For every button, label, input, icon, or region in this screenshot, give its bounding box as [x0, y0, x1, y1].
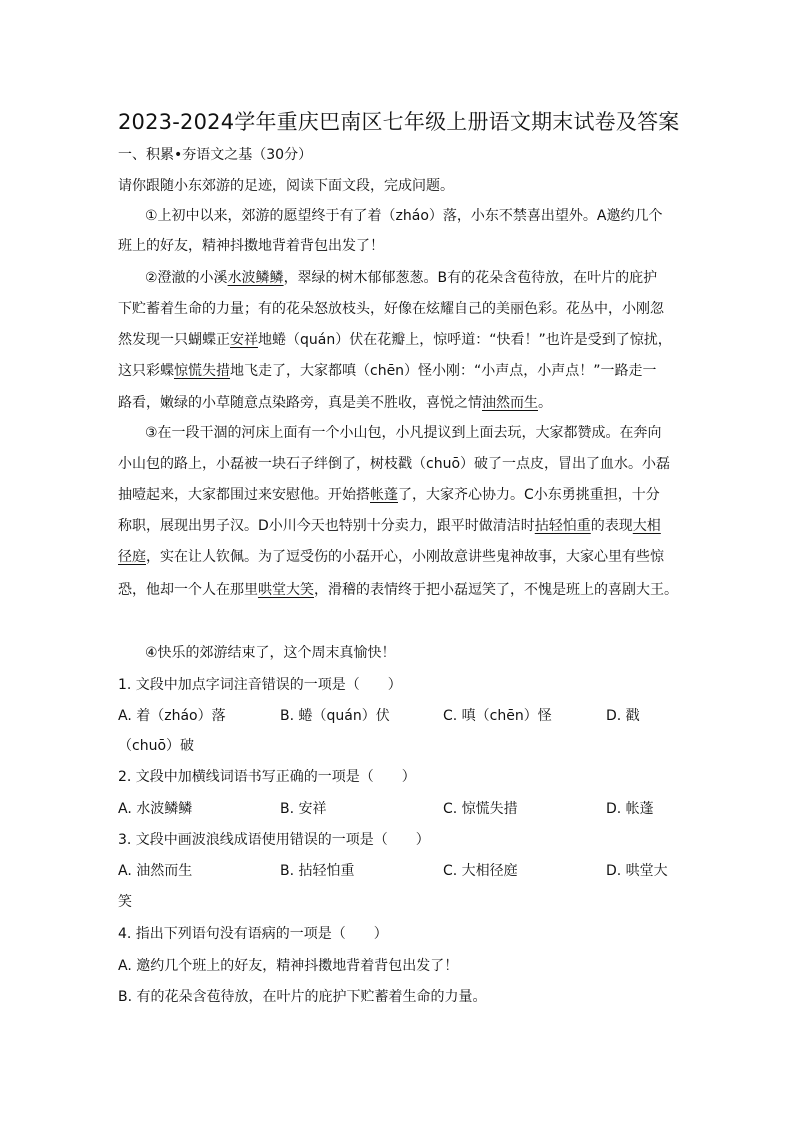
- underlined-phrase: 拈轻怕重: [534, 518, 591, 534]
- text-segment: 班上的好友，精神抖擞地背着背包出发了！: [118, 238, 384, 254]
- section-heading: 一、积累•夯语文之基（30分）: [118, 147, 313, 163]
- passage-line: [118, 517, 661, 535]
- answer-option: C. 惊慌失措: [443, 801, 518, 817]
- answer-option: B. 蜷（quán）伏: [280, 708, 390, 724]
- text-segment: 。: [538, 395, 552, 411]
- passage-line: [145, 424, 662, 442]
- answer-option: D. 哄堂大: [606, 863, 668, 879]
- underlined-phrase: 安祥: [230, 332, 258, 348]
- text-segment: 然发现一只蝴蝶正: [118, 332, 230, 348]
- answer-option-continued: 笑: [118, 894, 132, 910]
- text-segment: 称职，展现出男子汉。D小川今天也特别十分卖力，跟平时做清洁时: [118, 518, 535, 534]
- underlined-phrase: 油然而生: [482, 395, 538, 411]
- passage-line: [118, 300, 664, 318]
- passage-line: [118, 362, 657, 380]
- text-segment: ①上初中以来，郊游的愿望终于有了着（zháo）落，小东不禁喜出望外。A邀约几个: [145, 208, 663, 224]
- text-segment: 地飞走了，大家都嗔（chēn）怪小刚：“小声点，小声点！”一路走一: [230, 363, 657, 379]
- passage-line: [118, 548, 664, 566]
- text-segment: 抽噎起来，大家都围过来安慰他。开始搭: [118, 487, 370, 503]
- text-segment: 了，大家齐心协力。C小东勇挑重担，十分: [398, 487, 660, 503]
- text-segment: 这只彩蝶: [118, 363, 174, 379]
- text-segment: 路看，嫩绿的小草随意点染路旁，真是美不胜收，喜悦之情: [118, 395, 482, 411]
- underlined-phrase: 帐蓬: [370, 487, 398, 503]
- question-stem: 4. 指出下列语句没有语病的一项是（ ）: [118, 926, 388, 942]
- text-segment: ，翠绿的树木郁郁葱葱。B有的花朵含苞待放，在叶片的庇护: [283, 270, 658, 286]
- text-segment: ④快乐的郊游结束了，这个周末真愉快！: [145, 645, 396, 661]
- answer-option-continued: （chuō）破: [118, 738, 195, 754]
- text-segment: ③在一段干涸的河床上面有一个小山包，小凡提议到上面去玩，大家都赞成。在奔向: [145, 425, 662, 441]
- question-stem: 2. 文段中加横线词语书写正确的一项是（ ）: [118, 769, 416, 785]
- text-segment: 小山包的路上，小磊被一块石子绊倒了，树枝戳（chuō）破了一点皮，冒出了血水。小磊: [118, 456, 671, 472]
- intro-text: 请你跟随小东郊游的足迹，阅读下面文段，完成问题。: [118, 178, 454, 194]
- answer-option: B. 有的花朵含苞待放，在叶片的庇护下贮蓄着生命的力量。: [118, 989, 487, 1005]
- text-segment: 恐，他却一个人在那里: [118, 582, 258, 598]
- answer-option: A. 油然而生: [118, 863, 193, 879]
- passage-line: [118, 394, 552, 412]
- answer-option: D. 帐蓬: [606, 801, 654, 817]
- underlined-phrase: 水波鳞鳞: [227, 270, 284, 286]
- passage-line: [118, 331, 672, 349]
- passage-line: [118, 486, 660, 504]
- document-title: 2023-2024学年重庆巴南区七年级上册语文期末试卷及答案: [118, 110, 680, 134]
- text-segment: ，滑稽的表情终于把小磊逗笑了，不愧是班上的喜剧大王。: [314, 582, 678, 598]
- underlined-phrase: 惊慌失措: [174, 363, 230, 379]
- passage-line: [118, 455, 670, 473]
- passage-line: [145, 207, 663, 225]
- question-stem: 3. 文段中画波浪线成语使用错误的一项是（ ）: [118, 832, 430, 848]
- answer-option: C. 大相径庭: [443, 863, 518, 879]
- answer-option: D. 戳: [606, 708, 640, 724]
- answer-option: C. 嗔（chēn）怪: [443, 708, 552, 724]
- underlined-phrase: 哄堂大笑: [258, 582, 314, 598]
- text-segment: 地蜷（quán）伏在花瓣上，惊呼道：“快看！”也许是受到了惊扰，: [258, 332, 672, 348]
- question-stem: 1. 文段中加点字词注音错误的一项是（ ）: [118, 677, 402, 693]
- answer-option: A. 着（zháo）落: [118, 708, 226, 724]
- answer-option: B. 拈轻怕重: [280, 863, 355, 879]
- text-segment: ②澄澈的小溪: [145, 270, 228, 286]
- underlined-phrase: 径庭: [118, 549, 146, 565]
- answer-option: A. 水波鳞鳞: [118, 801, 193, 817]
- answer-option: B. 安祥: [280, 801, 327, 817]
- passage-line: [145, 644, 396, 662]
- passage-line: [145, 269, 657, 287]
- text-segment: ，实在让人钦佩。为了逗受伤的小磊开心，小刚故意讲些鬼神故事，大家心里有些惊: [146, 549, 664, 565]
- text-segment: 下贮蓄着生命的力量；有的花朵怒放枝头，好像在炫耀自己的美丽色彩。花丛中，小刚忽: [118, 301, 664, 317]
- underlined-phrase: 大相: [632, 518, 661, 534]
- text-segment: 的表现: [590, 518, 633, 534]
- passage-line: [118, 581, 678, 599]
- passage-line: [118, 237, 384, 255]
- answer-option: A. 邀约几个班上的好友，精神抖擞地背着背包出发了！: [118, 958, 459, 974]
